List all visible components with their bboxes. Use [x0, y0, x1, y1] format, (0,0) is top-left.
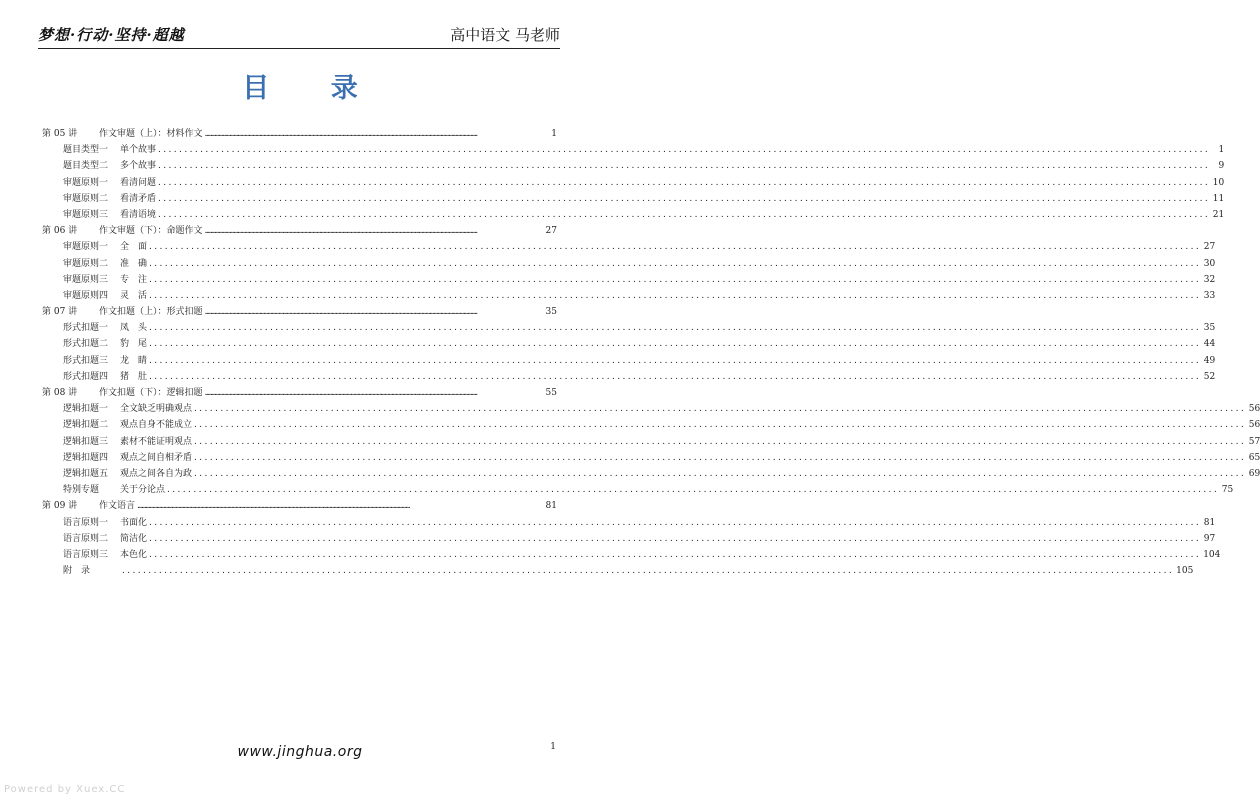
toc-entry-title: 全 面 [120, 242, 148, 253]
toc-leader-dots: ........................................................................................................................................................................................................ [122, 566, 1175, 577]
toc-page-number: 1 [1218, 145, 1225, 156]
toc-section-row[interactable] [42, 385, 557, 401]
toc-entry-title: 作文扣题（下）：逻辑扣题 [99, 388, 203, 398]
toc-entry-code: 第 08 讲 [42, 388, 78, 398]
toc-leader-dots: ........................................................................................................................................................................................................ [204, 388, 477, 398]
toc-item-row[interactable] [42, 175, 1225, 191]
toc-entry-title: 单个故事 [120, 145, 157, 156]
toc-entry-title: 看清语境 [120, 209, 157, 220]
toc-leader-dots: ........................................................................................................................................................................................................ [194, 452, 1247, 463]
toc-entry-title: 观点自身不能成立 [120, 420, 193, 431]
toc-entry-code: 特别专题 [63, 485, 100, 496]
toc-page-number: 35 [545, 307, 557, 318]
toc-page-number: 30 [1203, 258, 1216, 269]
toc-page-number: 11 [1212, 193, 1225, 204]
toc-leader-dots: ........................................................................................................................................................................................................ [149, 533, 1202, 544]
toc-entry-title: 书面化 [120, 517, 148, 528]
toc-leader-dots: ........................................................................................................................................................................................................ [149, 242, 1202, 253]
header-brand: 高中语文 马老师 [450, 26, 560, 44]
toc-leader-dots: ........................................................................................................................................................................................................ [204, 129, 477, 139]
toc-entry-title: 多个故事 [120, 161, 157, 172]
toc-entry-title: 看清矛盾 [120, 193, 157, 204]
toc-entry-code: 审题原则二 [63, 258, 109, 269]
toc-item-row[interactable] [42, 336, 1216, 352]
toc-entry-code: 逻辑扣题四 [63, 452, 109, 463]
toc-page-number: 105 [1176, 566, 1194, 577]
toc-page-number: 52 [1203, 371, 1216, 382]
toc-item-row[interactable] [42, 288, 1216, 304]
toc-entry-code: 语言原则二 [63, 533, 109, 544]
toc-item-row[interactable] [42, 320, 1216, 336]
toc-leader-dots: ........................................................................................................................................................................................................ [194, 404, 1247, 415]
toc-item-row[interactable] [42, 563, 1194, 579]
toc-item-row[interactable] [42, 272, 1216, 288]
toc-entry-title: 简洁化 [120, 533, 148, 544]
toc-leader-dots: ........................................................................................................................................................................................................ [149, 258, 1202, 269]
toc-leader-dots: ........................................................................................................................................................................................................ [149, 517, 1202, 528]
toc-page-number: 33 [1203, 290, 1216, 301]
toc-entry-code: 逻辑扣题三 [63, 436, 109, 447]
toc-item-row[interactable] [42, 191, 1225, 207]
toc-leader-dots: ........................................................................................................................................................................................................ [158, 193, 1211, 204]
toc-entry-code: 第 06 讲 [42, 226, 78, 237]
toc-leader-dots: ........................................................................................................................................................................................................ [204, 226, 477, 237]
page-title: 目 录 [242, 73, 384, 104]
toc-page-number: 81 [1203, 517, 1216, 528]
toc-item-row[interactable] [42, 515, 1216, 531]
toc-leader-dots: ........................................................................................................................................................................................................ [194, 436, 1247, 447]
toc-leader-dots: ........................................................................................................................................................................................................ [137, 501, 410, 512]
toc-item-row[interactable] [42, 434, 1260, 450]
toc-entry-title: 全文缺乏明确观点 [120, 404, 193, 415]
toc-entry-code: 审题原则三 [63, 209, 109, 220]
toc-page-number: 27 [545, 226, 557, 237]
toc-page-number: 97 [1203, 533, 1216, 544]
toc-entry-title: 观点之间各自为政 [120, 468, 193, 479]
toc-leader-dots: ........................................................................................................................................................................................................ [167, 485, 1220, 496]
toc-item-row[interactable] [42, 466, 1260, 482]
toc-entry-title: 作文审题（下）：命题作文 [99, 226, 203, 237]
toc-entry-code: 逻辑扣题二 [63, 420, 109, 431]
toc-page-number: 44 [1203, 339, 1216, 350]
toc-entry-title: 作文审题（上）：材料作文 [99, 129, 203, 139]
toc-page-number: 81 [545, 501, 557, 512]
toc-entry-code: 附 录 [63, 566, 91, 577]
toc-entry-title: 准 确 [120, 258, 148, 269]
toc-entry-code: 审题原则二 [63, 193, 109, 204]
toc-page-number: 9 [1218, 161, 1225, 172]
toc-entry-title: 豹 尾 [120, 339, 148, 350]
toc-entry-code: 第 09 讲 [42, 501, 78, 512]
toc-entry-code: 形式扣题三 [63, 355, 109, 366]
toc-entry-code: 审题原则一 [63, 177, 109, 188]
toc-page-number: 57 [1248, 436, 1260, 447]
toc-leader-dots: ........................................................................................................................................................................................................ [149, 290, 1202, 301]
toc-item-row[interactable] [42, 158, 1225, 174]
toc-entry-title: 素材不能证明观点 [120, 436, 193, 447]
toc-page-number: 104 [1203, 549, 1221, 560]
toc-entry-code: 逻辑扣题一 [63, 404, 109, 415]
toc-page-number: 49 [1203, 355, 1216, 366]
toc-item-row[interactable] [42, 417, 1260, 433]
toc-entry-code: 形式扣题一 [63, 323, 109, 334]
watermark: Powered by Xuex.CC [4, 784, 126, 795]
toc-entry-code: 形式扣题二 [63, 339, 109, 350]
toc-entry-code: 审题原则一 [63, 242, 109, 253]
toc-leader-dots: ........................................................................................................................................................................................................ [149, 355, 1202, 366]
toc-leader-dots: ........................................................................................................................................................................................................ [149, 339, 1202, 350]
toc-entry-code: 题目类型一 [63, 145, 109, 156]
toc-item-row[interactable] [42, 239, 1216, 255]
toc-entry-code: 审题原则四 [63, 290, 109, 301]
toc-leader-dots: ........................................................................................................................................................................................................ [149, 371, 1202, 382]
toc-page-number: 56 [1248, 404, 1260, 415]
toc-page-number: 55 [545, 388, 557, 398]
toc-entry-code: 形式扣题四 [63, 371, 109, 382]
toc-leader-dots: ........................................................................................................................................................................................................ [158, 177, 1211, 188]
toc-entry-code: 审题原则三 [63, 274, 109, 285]
toc-entry-code: 第 05 讲 [42, 129, 78, 139]
toc-entry-title: 凤 头 [120, 323, 148, 334]
toc-leader-dots: ........................................................................................................................................................................................................ [149, 274, 1202, 285]
toc-page-number: 1 [551, 129, 557, 139]
toc-section-row[interactable] [42, 498, 557, 514]
toc-section-row[interactable] [42, 223, 557, 239]
toc-page-number: 69 [1248, 468, 1260, 479]
toc-section-row[interactable] [42, 126, 557, 142]
toc-entry-title: 龙 睛 [120, 355, 148, 366]
toc-page-number: 10 [1212, 177, 1225, 188]
toc-page-number: 27 [1203, 242, 1216, 253]
toc-entry-title: 本色化 [120, 549, 148, 560]
toc-entry-title: 关于分论点 [120, 485, 166, 496]
toc-item-row[interactable] [42, 450, 1260, 466]
toc-entry-code: 语言原则三 [63, 549, 109, 560]
toc-section-row[interactable] [42, 304, 557, 320]
toc-item-row[interactable] [42, 142, 1225, 158]
toc-leader-dots: ........................................................................................................................................................................................................ [158, 209, 1211, 220]
header-rule [38, 48, 560, 49]
toc-page-number: 75 [1221, 485, 1234, 496]
toc-item-row[interactable] [42, 547, 1221, 563]
toc-leader-dots: ........................................................................................................................................................................................................ [149, 323, 1202, 334]
toc-leader-dots: ........................................................................................................................................................................................................ [204, 307, 477, 318]
toc-entry-title: 看清问题 [120, 177, 157, 188]
toc-leader-dots: ........................................................................................................................................................................................................ [149, 549, 1202, 560]
toc-item-row[interactable] [42, 401, 1260, 417]
toc-entry-title: 灵 活 [120, 290, 148, 301]
table-of-contents [42, 126, 1260, 579]
page-header [38, 22, 560, 46]
toc-entry-code: 题目类型二 [63, 161, 109, 172]
toc-entry-title: 猪 肚 [120, 371, 148, 382]
toc-page-number: 21 [1212, 209, 1225, 220]
toc-page-number: 56 [1248, 420, 1260, 431]
toc-entry-code: 第 07 讲 [42, 307, 78, 318]
footer-url: www.jinghua.org [237, 744, 363, 760]
toc-item-row[interactable] [42, 369, 1216, 385]
toc-entry-title: 作文扣题（上）：形式扣题 [99, 307, 203, 318]
toc-entry-title: 专 注 [120, 274, 148, 285]
toc-entry-title: 作文语言 [99, 501, 136, 512]
toc-leader-dots: ........................................................................................................................................................................................................ [194, 420, 1247, 431]
page-number: 1 [550, 742, 556, 752]
header-motto: 梦想·行动·坚持·超越 [38, 26, 185, 44]
toc-entry-code: 语言原则一 [63, 517, 109, 528]
toc-item-row[interactable] [42, 353, 1216, 369]
toc-item-row[interactable] [42, 531, 1216, 547]
toc-page-number: 65 [1248, 452, 1260, 463]
toc-item-row[interactable] [42, 207, 1225, 223]
toc-entry-title: 观点之间自相矛盾 [120, 452, 193, 463]
toc-leader-dots: ........................................................................................................................................................................................................ [158, 161, 1211, 172]
toc-item-row[interactable] [42, 256, 1216, 272]
toc-leader-dots: ........................................................................................................................................................................................................ [158, 145, 1211, 156]
toc-entry-code: 逻辑扣题五 [63, 468, 109, 479]
toc-leader-dots: ........................................................................................................................................................................................................ [194, 468, 1247, 479]
toc-page-number: 35 [1203, 323, 1216, 334]
toc-item-row[interactable] [42, 482, 1234, 498]
toc-page-number: 32 [1203, 274, 1216, 285]
